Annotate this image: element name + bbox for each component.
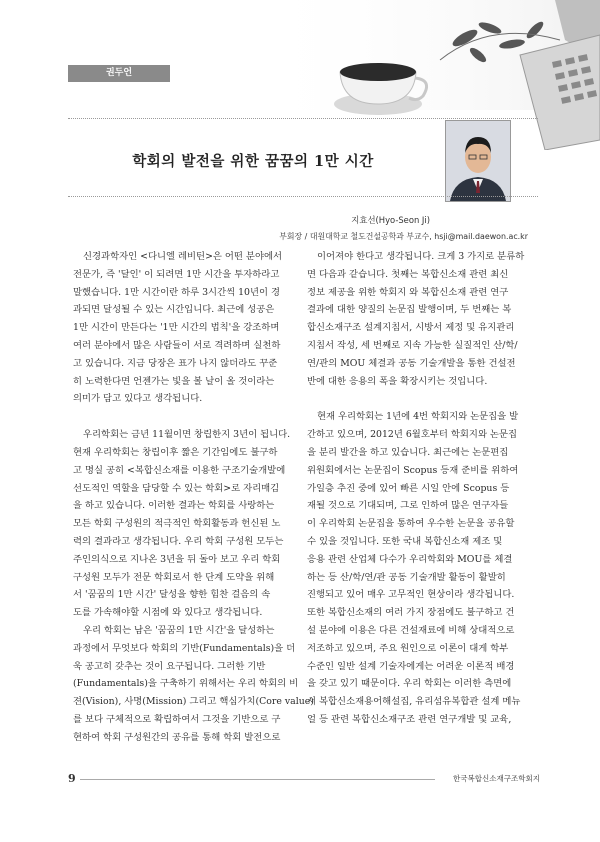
- text-line: 수 있을 것입니다. 또한 국내 복합신소재 제조 및: [307, 535, 503, 547]
- text-line: 우리 학회는 남은 '꿈꿈의 1만 시간'을 달성하는: [83, 624, 275, 636]
- text-line: 응용 관련 산업체 다수가 우리학회와 MOU를 체결: [307, 553, 513, 565]
- title-divider: [68, 196, 538, 197]
- paragraph: [73, 426, 291, 622]
- text-line: 반에 대한 응용의 폭을 확장시키는 것입니다.: [307, 375, 488, 387]
- text-line: 고 있습니다. 지금 당장은 표가 나지 않더라도 꾸준: [73, 357, 278, 369]
- text-line: 우리학회는 금년 11월이면 창립한지 3년이 됩니다.: [83, 429, 291, 441]
- text-line: 욱 공고히 갖추는 것이 요구됩니다. 그러한 기반: [73, 660, 266, 672]
- journal-name: 한국복합신소재구조학회지: [453, 774, 540, 783]
- text-line: 이어져야 한다고 생각됩니다. 크게 3 가지로 분류하: [317, 251, 525, 262]
- text-line: 을 갖고 있기 때문이다. 우리 학회는 이러한 측면에: [307, 678, 512, 690]
- text-line: 선도적인 역할을 담당할 수 있는 학회>로 자리매김: [73, 482, 280, 494]
- body-column-left: [73, 248, 314, 747]
- text-line: 도를 가속해야할 시점에 와 있다고 생각됩니다.: [73, 607, 263, 619]
- page-number: 9: [68, 772, 76, 785]
- text-line: 여러 분야에서 많은 사람들이 서로 격려하며 실천하: [73, 339, 281, 351]
- paragraph: [307, 248, 525, 390]
- section-tag: 권두언: [68, 65, 170, 82]
- text-line: 합신소재구조 설계지침서, 시방서 제정 및 유지관리: [307, 322, 515, 334]
- text-line: 의미가 담고 있다고 생각됩니다.: [73, 393, 203, 405]
- text-line: 설 분야에 이용은 다른 건설재료에 비해 상대적으로: [307, 624, 515, 636]
- text-line: 과되면 달성될 수 있는 시간입니다. 최근에 성공은: [73, 304, 275, 316]
- text-line: 재될 것으로 기대되며, 그로 인하여 많은 연구자들: [307, 500, 509, 512]
- text-line: 정보 제공을 위한 학회지 와 복합신소재 관련 연구: [307, 286, 509, 298]
- header-divider: [68, 118, 538, 119]
- text-line: 1만 시간이 만든다는 '1만 시간의 법칙'을 강조하며: [73, 322, 280, 334]
- text-line: 주인의식으로 지나온 3년을 뒤 돌아 보고 우리 학회: [73, 553, 281, 565]
- text-line: 이 우리학회 논문집을 통하여 우수한 논문을 공유할: [307, 518, 515, 530]
- text-line: (Fundamentals)을 구축하기 위해서는 우리 학회의 비: [73, 678, 299, 690]
- article-title: 학회의 발전을 위한 꿈꿈의 1만 시간: [132, 153, 374, 170]
- text-line: 하는 등 산/학/연/관 공동 기술개발 활동이 활발히: [307, 571, 506, 583]
- paragraph: [73, 622, 314, 747]
- text-line: 가일층 추진 중에 있어 빠른 시일 안에 Scopus 등: [307, 482, 510, 494]
- text-line: 을 분리 발간을 하고 있습니다. 최근에는 논문편집: [307, 446, 509, 458]
- text-line: 고 명실 공히 <복합신소재를 이용한 구조기술개발에: [73, 464, 286, 476]
- text-line: 신경과학자인 <다니엘 레비틴>은 어떤 분야에서: [83, 251, 283, 262]
- text-line: 수준인 일반 설계 기술자에게는 어려운 이론적 배경: [307, 660, 515, 672]
- text-line: 서 복합신소재용어해설집, 유리섬유복합관 설계 메뉴: [307, 696, 521, 708]
- text-line: 결과에 대한 양질의 논문집 발행이며, 두 번째는 복: [307, 304, 512, 316]
- body-column-right: [307, 248, 525, 729]
- text-line: 얼 등 관련 복합신소재구조 관련 연구개발 및 교육,: [307, 713, 512, 725]
- text-line: 연/관의 MOU 체결과 공동 기술개발을 통한 건설전: [307, 357, 516, 369]
- text-line: 구성원 모두가 전문 학회로서 한 단계 도약을 위해: [73, 571, 275, 583]
- text-line: 서 '꿈꿈의 1만 시간' 달성을 향한 힘찬 걸음의 속: [73, 589, 271, 601]
- author-affiliation: 부회장 / 대원대학교 철도건설공학과 부교수, hsji@mail.daewon.ac.kr: [279, 232, 528, 241]
- text-line: 과정에서 무엇보다 학회의 기반(Fundamentals)을 더: [73, 642, 296, 654]
- footer-rule: [80, 779, 435, 780]
- author-name: 지효선(Hyo-Seon Ji): [351, 215, 430, 225]
- text-line: 현재 우리학회는 창립이후 짧은 기간임에도 불구하: [73, 446, 278, 458]
- text-line: 현재 우리학회는 1년에 4번 학회지와 논문집을 발: [317, 411, 519, 423]
- text-line: 을 하고 있습니다. 이러한 결과는 학회를 사랑하는: [73, 500, 275, 512]
- text-line: 지침서 작성, 세 번째로 지속 가능한 실질적인 산/학/: [307, 339, 518, 351]
- text-line: 모든 학회 구성원의 적극적인 학회활동과 헌신된 노: [73, 518, 281, 530]
- text-line: 간하고 있으며, 2012년 6월호부터 학회지와 논문집: [307, 429, 518, 441]
- text-line: 를 보다 구체적으로 확립하여서 그것을 기반으로 구: [73, 713, 281, 725]
- text-line: 또한 복합신소재의 여러 가지 장점에도 불구하고 건: [307, 607, 515, 619]
- text-line: 젼(Vision), 사명(Mission) 그리고 핵심가치(Core value): [73, 696, 314, 708]
- text-line: 말했습니다. 1만 시간이란 하루 3시간씩 10년이 경: [73, 286, 281, 298]
- text-line: 력의 결과라고 생각됩니다. 우리 학회 구성원 모두는: [73, 535, 284, 547]
- text-line: 현하여 학회 구성원간의 공유를 통해 학회 발전으로: [73, 731, 281, 743]
- text-line: 히 노력한다면 언젠가는 빛을 볼 날이 올 것이라는: [73, 375, 275, 387]
- text-line: 면 다음과 같습니다. 첫째는 복합신소재 관련 최신: [307, 268, 509, 280]
- text-line: 진행되고 있어 매우 고무적인 현상이라 생각됩니다.: [307, 589, 515, 601]
- author-portrait: [445, 120, 511, 202]
- text-line: 위원회에서는 논문집이 Scopus 등재 준비를 위하여: [307, 464, 519, 476]
- text-line: 저조하고 있으며, 주요 원인으로 이론이 대게 학부: [307, 642, 509, 654]
- paragraph: [73, 248, 286, 408]
- paragraph: [307, 408, 520, 728]
- text-line: 전문가, 즉 '달인' 이 되려면 1만 시간을 투자하라고: [73, 268, 280, 280]
